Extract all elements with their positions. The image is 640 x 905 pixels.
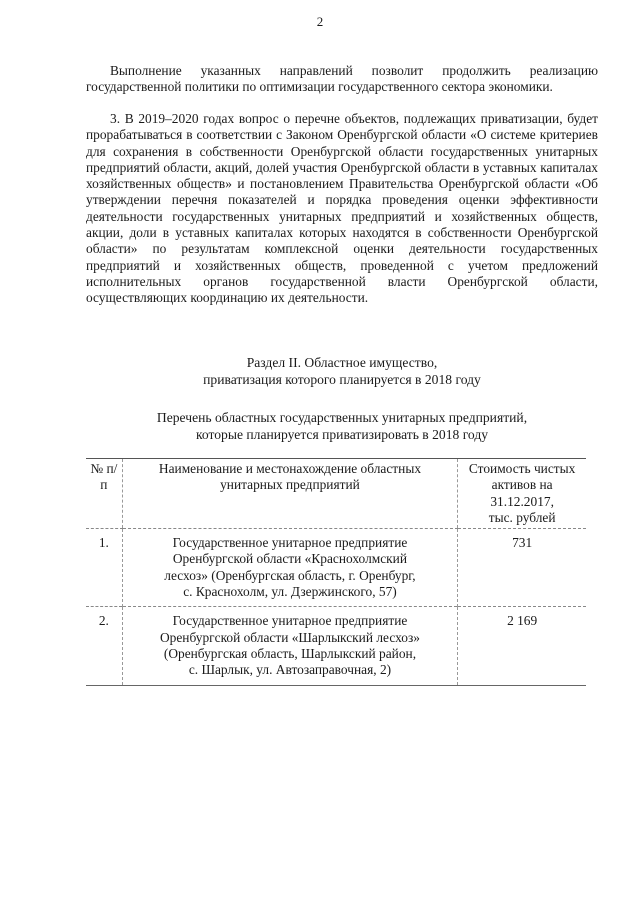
row-enterprise [122, 529, 458, 607]
header-cost-line: тыс. рублей [488, 509, 556, 525]
header-cost-line: Стоимость чистых [468, 461, 576, 476]
row-number: 2. [98, 613, 109, 629]
header-cost-line: 31.12.2017, [490, 493, 554, 509]
section-heading-line: приватизация которого планируется в 2018 году [203, 372, 481, 387]
list-heading-line: которые планируется приватизировать в 2018 году [195, 427, 489, 442]
row-enterprise-line: (Оренбургская область, Шарлыкский район, [163, 645, 417, 661]
header-cost-line: активов на [491, 477, 553, 493]
row-number: 1. [98, 535, 109, 551]
row-enterprise-line: с. Шарлык, ул. Автозаправочная, 2) [188, 662, 392, 678]
row-enterprise-line: Оренбургской области «Шарлыкский лесхоз» [159, 629, 420, 645]
header-name-line: Наименование и местонахождение областных [158, 461, 422, 476]
row-enterprise-line: с. Краснохолм, ул. Дзержинского, 57) [183, 584, 397, 600]
list-heading [86, 409, 598, 443]
paragraph-item-3 [86, 111, 598, 307]
row-cost: 731 [458, 529, 586, 607]
header-cost [458, 459, 586, 529]
header-name-line: унитарных предприятий [220, 477, 360, 493]
paragraph-conclusion [86, 63, 598, 96]
row-enterprise-line: Государственное унитарное предприятие [172, 613, 408, 629]
table-header [86, 459, 586, 529]
section-heading-line: Раздел II. Областное имущество, [246, 355, 438, 370]
header-name [122, 459, 458, 529]
header-number: № п/п [86, 459, 122, 529]
row-enterprise [122, 607, 458, 685]
paragraph-text: 3. В 2019–2020 годах вопрос о перечне объектов, подлежащих приватизации, будет прорабатываться в соответствии с Законом Оренбургской области «О системе критериев для сохранения в собственности Оренбургской области государственных унитарных предприятий области, акций, долей участия Оренбургской области в уставных капиталах хозяйственных обществ» и постановлением Правительства Оренбургской области «Об утверждении перечня показателей и порядка проведения оценки эффективности деятельности государственных унитарных предприятий и хозяйственных обществ, акции, доли в уставных капиталах которых находятся в собственности Оренбургской области» по результатам комплексной оценки деятельности государственных предприятий и хозяйственных обществ, проведенной с учетом предложений исполнительных органов государственной власти Оренбургской области, осуществляющих координацию их деятельности. [86, 111, 598, 306]
paragraph-text: Выполнение указанных направлений позволит продолжить реализацию государственной политики по оптимизации государственного сектора экономики. [86, 63, 598, 95]
enterprises-table [86, 458, 586, 686]
table-header-row [86, 459, 586, 529]
row-enterprise-line: Государственное унитарное предприятие [172, 535, 408, 551]
table-row [86, 607, 586, 685]
row-cost: 2 169 [458, 607, 586, 685]
page-number: 2 [316, 14, 324, 29]
row-enterprise-line: Оренбургской области «Краснохолмский [172, 551, 408, 567]
row-enterprise-line: лесхоз» (Оренбургская область, г. Оренбург, [164, 567, 416, 583]
section-heading [86, 354, 598, 388]
table-row [86, 529, 586, 607]
list-heading-line: Перечень областных государственных унитарных предприятий, [156, 410, 528, 425]
